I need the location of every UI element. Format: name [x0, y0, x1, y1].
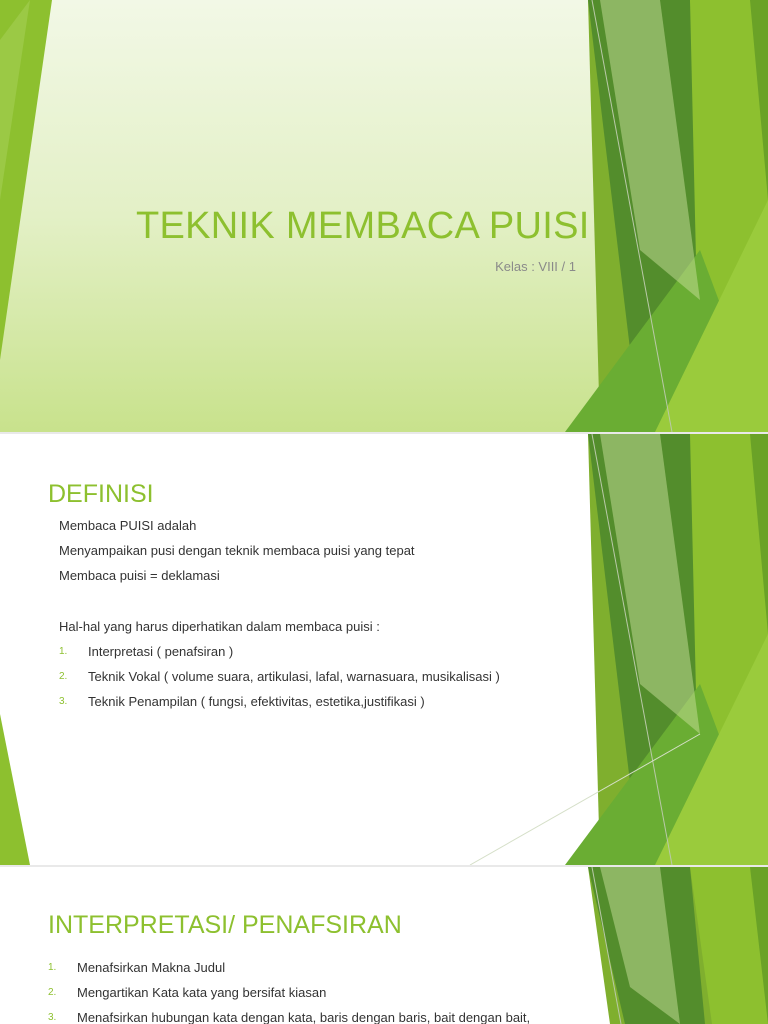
- list-text: Teknik Penampilan ( fungsi, efektivitas, estetika,justifikasi ): [88, 694, 425, 709]
- body-line: Hal-hal yang harus diperhatikan dalam membaca puisi :: [59, 619, 380, 634]
- title-slide: [0, 0, 768, 432]
- list-item: [59, 669, 500, 684]
- list-number: 3.: [48, 1012, 57, 1023]
- list-text: Interpretasi ( penafsiran ): [88, 644, 234, 659]
- facet-decoration: [0, 867, 768, 1024]
- list-number: 1.: [48, 962, 57, 973]
- list-item: [48, 1010, 530, 1024]
- body-line: Membaca PUISI adalah: [59, 518, 197, 533]
- slide-heading: DEFINISI: [48, 480, 154, 508]
- list-item: [48, 960, 225, 975]
- list-number: 2.: [59, 671, 68, 682]
- definition-slide: [0, 434, 768, 865]
- slide-subtitle: Kelas : VIII / 1: [495, 259, 576, 274]
- slide-heading: INTERPRETASI/ PENAFSIRAN: [48, 911, 402, 939]
- list-item: [48, 985, 326, 1000]
- list-number: 1.: [59, 646, 68, 657]
- list-item: [59, 694, 425, 709]
- body-line: Membaca puisi = deklamasi: [59, 568, 220, 583]
- interpretation-slide: [0, 867, 768, 1024]
- list-number: 2.: [48, 987, 57, 998]
- list-item: [59, 644, 233, 659]
- list-number: 3.: [59, 696, 68, 707]
- slide-title: TEKNIK MEMBACA PUISI: [136, 205, 590, 247]
- list-text: Menafsirkan hubungan kata dengan kata, baris dengan baris, bait dengan bait,: [77, 1010, 531, 1024]
- list-text: Menafsirkan Makna Judul: [77, 960, 226, 975]
- body-line: Menyampaikan pusi dengan teknik membaca puisi yang tepat: [59, 543, 415, 558]
- list-text: Teknik Vokal ( volume suara, artikulasi, lafal, warnasuara, musikalisasi ): [88, 669, 500, 684]
- list-text: Mengartikan Kata kata yang bersifat kiasan: [77, 985, 327, 1000]
